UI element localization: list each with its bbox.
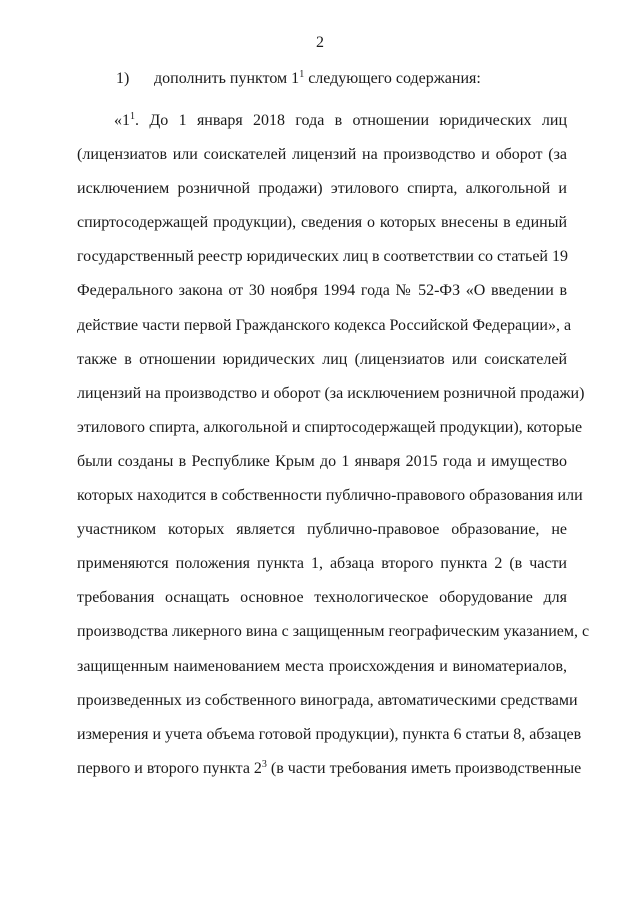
- paragraph-opening-superscript: 1: [130, 111, 135, 122]
- list-item-superscript: 1: [299, 69, 305, 80]
- paragraph-last-line-text-end: (в части требования иметь производственные: [266, 759, 582, 777]
- paragraph-line: требования оснащать основное технологическое оборудование для: [77, 589, 567, 607]
- paragraph-line: действие части первой Гражданского кодекса Российской Федерации», а: [77, 316, 572, 334]
- paragraph-first-line-text: . До 1 января 2018 года в отношении юридических лиц: [135, 112, 567, 129]
- paragraph-opening: «1: [114, 112, 130, 129]
- paragraph-line: исключением розничной продажи) этилового спирта, алкогольной и: [77, 180, 567, 198]
- paragraph-line: применяются положения пункта 1, абзаца второго пункта 2 (в части: [77, 555, 567, 573]
- paragraph-line: этилового спирта, алкогольной и спиртосодержащей продукции), которые: [77, 418, 583, 436]
- paragraph-line: лицензий на производство и оборот (за исключением розничной продажи): [77, 384, 585, 402]
- paragraph-line: измерения и учета объема готовой продукции), пункта 6 статьи 8, абзацев: [77, 725, 582, 743]
- list-item-amendment: [116, 70, 481, 88]
- paragraph-line: произведенных из собственного винограда, автоматическими средствами: [77, 691, 578, 709]
- paragraph-first-line: [77, 104, 567, 138]
- paragraph-line: которых находится в собственности публично-правового образования или: [77, 487, 583, 505]
- list-item-text: дополнить пунктом 1: [154, 70, 300, 87]
- paragraph-body: [77, 104, 590, 786]
- page-number: 2: [316, 34, 324, 51]
- paragraph-line: государственный реестр юридических лиц в соответствии со статьей 19: [77, 248, 568, 266]
- paragraph-line: участником которых является публично-правовое образование, не: [77, 521, 567, 539]
- paragraph-last-line: [77, 752, 582, 786]
- paragraph-last-line-text: первого и второго пункта 2: [77, 759, 262, 777]
- paragraph-line: Федерального закона от 30 ноября 1994 года № 52-ФЗ «О введении в: [77, 282, 567, 300]
- paragraph-line: (лицензиатов или соискателей лицензий на производство и оборот (за: [77, 146, 567, 164]
- paragraph-line: производства ликерного вина с защищенным географическим указанием, с: [77, 623, 590, 641]
- paragraph-last-line-superscript: 3: [261, 758, 267, 770]
- paragraph-line: были созданы в Республике Крым до 1 января 2015 года и имущество: [77, 452, 567, 470]
- paragraph-line: спиртосодержащей продукции), сведения о которых внесены в единый: [77, 214, 567, 232]
- list-item-text-end: следующего содержания:: [304, 70, 481, 87]
- list-item-number: 1): [116, 70, 130, 87]
- paragraph-line: также в отношении юридических лиц (лицензиатов или соискателей: [77, 350, 567, 368]
- paragraph-line: защищенным наименованием места происхождения и виноматериалов,: [77, 657, 567, 675]
